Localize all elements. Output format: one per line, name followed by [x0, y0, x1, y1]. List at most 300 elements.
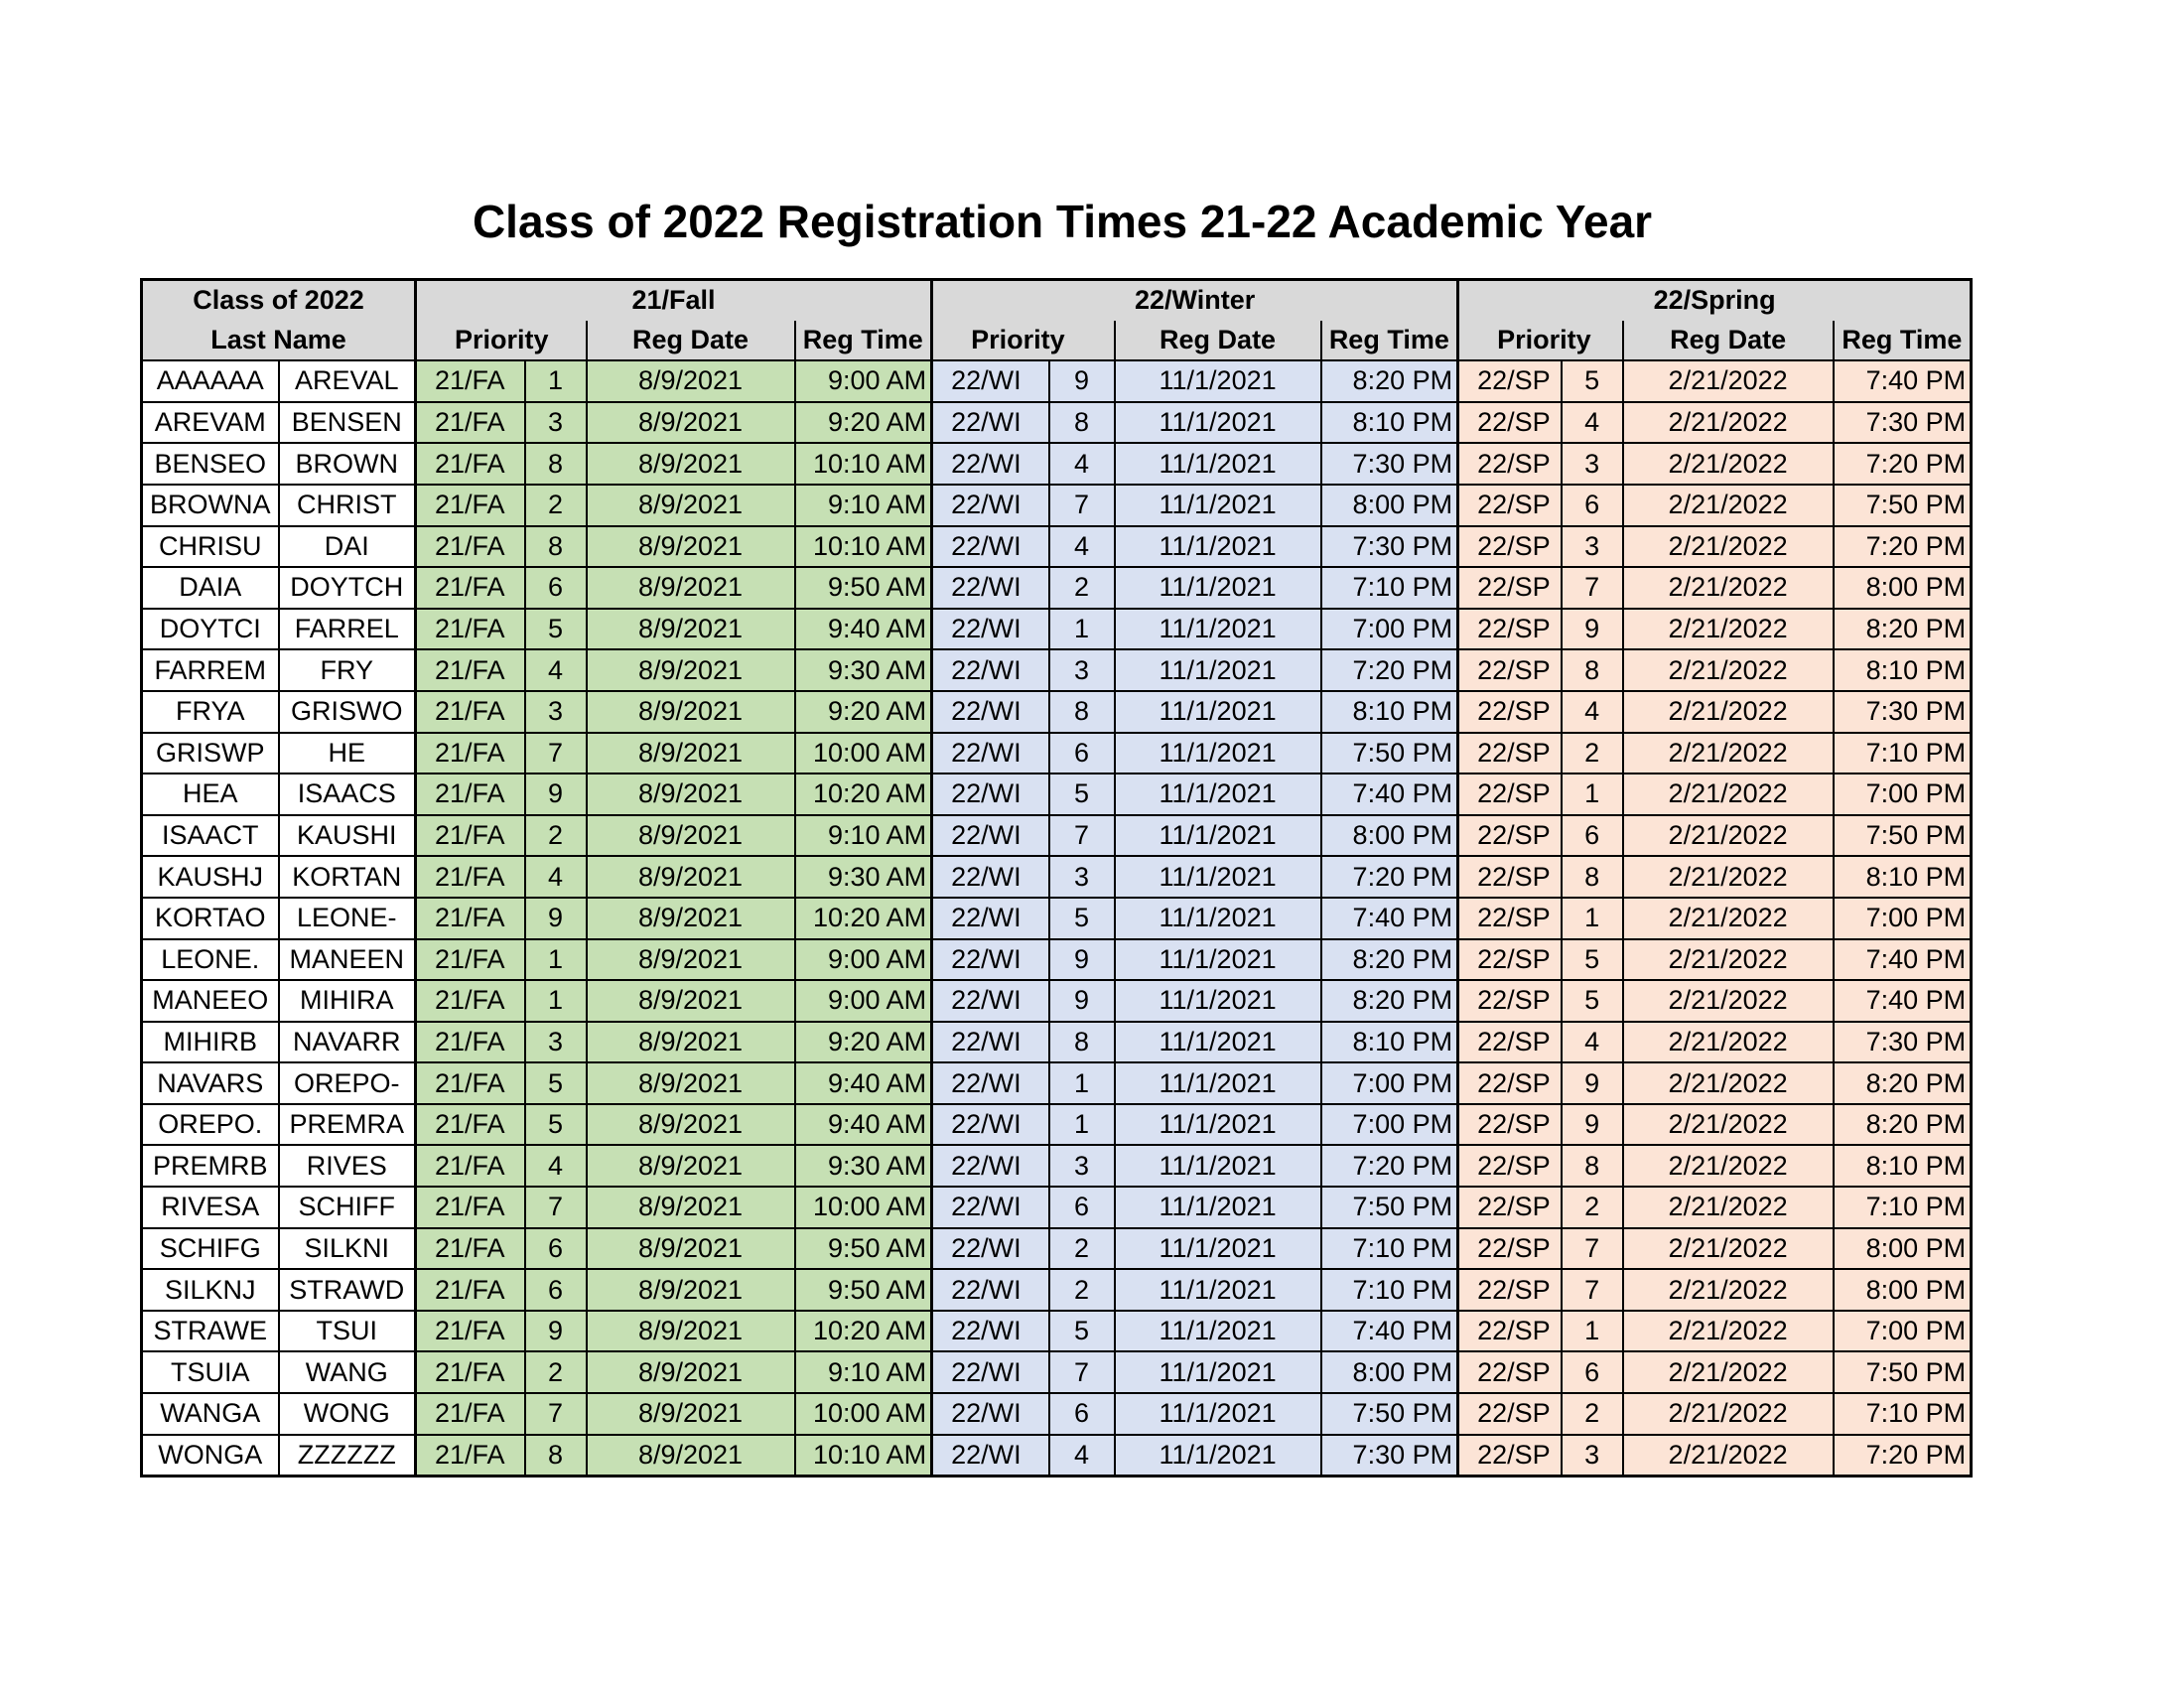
fall-reg-date: 8/9/2021 — [587, 1062, 795, 1104]
winter-reg-date: 11/1/2021 — [1115, 1104, 1321, 1146]
table-row — [142, 939, 1972, 981]
winter-reg-date: 11/1/2021 — [1115, 526, 1321, 568]
spring-reg-time: 8:20 PM — [1834, 1104, 1972, 1146]
fall-reg-date: 8/9/2021 — [587, 485, 795, 526]
spring-term-code: 22/SP — [1458, 856, 1562, 898]
winter-reg-date: 11/1/2021 — [1115, 1435, 1321, 1477]
spring-reg-time: 7:40 PM — [1834, 939, 1972, 981]
fall-term-code: 21/FA — [416, 1022, 525, 1063]
spring-priority: 8 — [1562, 1145, 1623, 1187]
winter-priority: 6 — [1049, 1393, 1115, 1435]
spring-priority: 4 — [1562, 1022, 1623, 1063]
winter-reg-date: 11/1/2021 — [1115, 402, 1321, 444]
fall-reg-time: 10:10 AM — [795, 1435, 932, 1477]
spring-reg-date: 2/21/2022 — [1623, 898, 1834, 939]
fall-term-code: 21/FA — [416, 1228, 525, 1270]
fall-reg-date: 8/9/2021 — [587, 1393, 795, 1435]
winter-term-code: 22/WI — [932, 898, 1049, 939]
name-range-start: MIHIRB — [142, 1022, 279, 1063]
header-row-columns — [142, 321, 1972, 361]
fall-priority: 8 — [525, 526, 587, 568]
spring-priority: 3 — [1562, 1435, 1623, 1477]
fall-priority: 1 — [525, 980, 587, 1022]
winter-term-header: 22/Winter — [932, 280, 1458, 321]
table-row — [142, 898, 1972, 939]
winter-reg-time: 7:20 PM — [1321, 856, 1458, 898]
name-range-end: ZZZZZZ — [279, 1435, 416, 1477]
winter-term-code: 22/WI — [932, 1393, 1049, 1435]
fall-reg-time: 9:00 AM — [795, 980, 932, 1022]
fall-reg-time: 9:50 AM — [795, 1228, 932, 1270]
name-range-start: WONGA — [142, 1435, 279, 1477]
winter-priority: 8 — [1049, 1022, 1115, 1063]
spring-priority: 7 — [1562, 1228, 1623, 1270]
spring-priority: 5 — [1562, 360, 1623, 402]
winter-reg-time: 7:00 PM — [1321, 609, 1458, 650]
winter-term-code: 22/WI — [932, 526, 1049, 568]
winter-term-code: 22/WI — [932, 1435, 1049, 1477]
spring-priority: 9 — [1562, 1104, 1623, 1146]
fall-priority: 9 — [525, 1311, 587, 1352]
fall-term-code: 21/FA — [416, 774, 525, 815]
spring-term-code: 22/SP — [1458, 980, 1562, 1022]
spring-reg-date: 2/21/2022 — [1623, 649, 1834, 691]
fall-term-code: 21/FA — [416, 939, 525, 981]
winter-reg-time: 7:40 PM — [1321, 1311, 1458, 1352]
winter-reg-time: 7:20 PM — [1321, 649, 1458, 691]
name-range-end: ISAACS — [279, 774, 416, 815]
name-range-end: DAI — [279, 526, 416, 568]
fall-reg-time: 10:20 AM — [795, 1311, 932, 1352]
winter-reg-time: 7:40 PM — [1321, 774, 1458, 815]
fall-reg-time: 9:30 AM — [795, 1145, 932, 1187]
winter-reg-time: 8:10 PM — [1321, 402, 1458, 444]
fall-priority-header: Priority — [416, 321, 587, 361]
fall-reg-date: 8/9/2021 — [587, 980, 795, 1022]
table-row — [142, 360, 1972, 402]
fall-priority: 1 — [525, 939, 587, 981]
winter-priority: 9 — [1049, 360, 1115, 402]
spring-term-code: 22/SP — [1458, 526, 1562, 568]
fall-reg-date: 8/9/2021 — [587, 360, 795, 402]
table-row — [142, 774, 1972, 815]
fall-reg-date: 8/9/2021 — [587, 733, 795, 774]
winter-reg-time: 7:10 PM — [1321, 1269, 1458, 1311]
winter-priority: 9 — [1049, 980, 1115, 1022]
fall-term-header: 21/Fall — [416, 280, 932, 321]
winter-term-code: 22/WI — [932, 980, 1049, 1022]
fall-term-code: 21/FA — [416, 1187, 525, 1228]
spring-reg-time: 7:20 PM — [1834, 1435, 1972, 1477]
fall-reg-date: 8/9/2021 — [587, 609, 795, 650]
winter-priority: 3 — [1049, 1145, 1115, 1187]
spring-priority: 7 — [1562, 567, 1623, 609]
fall-reg-date: 8/9/2021 — [587, 1228, 795, 1270]
winter-reg-date: 11/1/2021 — [1115, 485, 1321, 526]
winter-priority: 8 — [1049, 402, 1115, 444]
spring-term-code: 22/SP — [1458, 1269, 1562, 1311]
winter-term-code: 22/WI — [932, 1311, 1049, 1352]
winter-reg-date: 11/1/2021 — [1115, 939, 1321, 981]
fall-priority: 7 — [525, 733, 587, 774]
name-range-end: CHRIST — [279, 485, 416, 526]
name-range-start: SILKNJ — [142, 1269, 279, 1311]
spring-term-code: 22/SP — [1458, 733, 1562, 774]
winter-priority: 1 — [1049, 1104, 1115, 1146]
spring-priority: 9 — [1562, 609, 1623, 650]
winter-term-code: 22/WI — [932, 609, 1049, 650]
name-range-end: WANG — [279, 1351, 416, 1393]
fall-reg-time: 9:10 AM — [795, 485, 932, 526]
winter-term-code: 22/WI — [932, 485, 1049, 526]
name-range-end: MANEEN — [279, 939, 416, 981]
winter-priority: 2 — [1049, 567, 1115, 609]
name-range-start: PREMRB — [142, 1145, 279, 1187]
winter-term-code: 22/WI — [932, 856, 1049, 898]
spring-reg-time: 7:00 PM — [1834, 898, 1972, 939]
name-range-start: BROWNA — [142, 485, 279, 526]
winter-term-code: 22/WI — [932, 1022, 1049, 1063]
name-range-end: KAUSHI — [279, 815, 416, 857]
table-row — [142, 1311, 1972, 1352]
winter-reg-date: 11/1/2021 — [1115, 898, 1321, 939]
spring-term-code: 22/SP — [1458, 815, 1562, 857]
winter-term-code: 22/WI — [932, 1104, 1049, 1146]
fall-reg-date: 8/9/2021 — [587, 567, 795, 609]
table-row — [142, 649, 1972, 691]
spring-term-code: 22/SP — [1458, 1393, 1562, 1435]
spring-term-code: 22/SP — [1458, 898, 1562, 939]
winter-reg-time: 7:30 PM — [1321, 526, 1458, 568]
table-row — [142, 567, 1972, 609]
name-range-start: FARREM — [142, 649, 279, 691]
table-row — [142, 856, 1972, 898]
fall-term-code: 21/FA — [416, 526, 525, 568]
name-range-end: HE — [279, 733, 416, 774]
spring-reg-time: 7:00 PM — [1834, 1311, 1972, 1352]
page-title: Class of 2022 Registration Times 21-22 Academic Year — [472, 196, 1653, 247]
spring-reg-date: 2/21/2022 — [1623, 402, 1834, 444]
name-range-end: MIHIRA — [279, 980, 416, 1022]
name-range-end: FARREL — [279, 609, 416, 650]
fall-reg-date: 8/9/2021 — [587, 443, 795, 485]
spring-reg-date: 2/21/2022 — [1623, 1022, 1834, 1063]
spring-reg-time: 7:20 PM — [1834, 526, 1972, 568]
spring-reg-date: 2/21/2022 — [1623, 815, 1834, 857]
fall-reg-time: 9:10 AM — [795, 1351, 932, 1393]
spring-reg-time: 8:00 PM — [1834, 1228, 1972, 1270]
spring-reg-date: 2/21/2022 — [1623, 1393, 1834, 1435]
spring-priority: 3 — [1562, 526, 1623, 568]
winter-reg-date: 11/1/2021 — [1115, 1022, 1321, 1063]
name-range-end: PREMRA — [279, 1104, 416, 1146]
winter-reg-time: 7:40 PM — [1321, 898, 1458, 939]
winter-priority: 5 — [1049, 1311, 1115, 1352]
winter-priority: 6 — [1049, 1187, 1115, 1228]
winter-reg-time: 7:00 PM — [1321, 1104, 1458, 1146]
winter-term-code: 22/WI — [932, 649, 1049, 691]
fall-reg-time: 10:10 AM — [795, 443, 932, 485]
name-range-start: AAAAAA — [142, 360, 279, 402]
table-row — [142, 526, 1972, 568]
winter-reg-time: 8:10 PM — [1321, 1022, 1458, 1063]
spring-reg-date-header: Reg Date — [1623, 321, 1834, 361]
table-row — [142, 1393, 1972, 1435]
spring-reg-time: 7:10 PM — [1834, 733, 1972, 774]
fall-term-code: 21/FA — [416, 1351, 525, 1393]
spring-reg-time: 8:00 PM — [1834, 567, 1972, 609]
name-range-end: FRY — [279, 649, 416, 691]
fall-priority: 2 — [525, 1351, 587, 1393]
spring-term-code: 22/SP — [1458, 609, 1562, 650]
fall-reg-date: 8/9/2021 — [587, 1104, 795, 1146]
name-range-end: STRAWD — [279, 1269, 416, 1311]
spring-term-code: 22/SP — [1458, 1145, 1562, 1187]
spring-reg-date: 2/21/2022 — [1623, 443, 1834, 485]
fall-reg-time: 9:20 AM — [795, 691, 932, 733]
winter-priority: 5 — [1049, 774, 1115, 815]
winter-term-code: 22/WI — [932, 1228, 1049, 1270]
fall-priority: 7 — [525, 1187, 587, 1228]
fall-reg-time: 9:20 AM — [795, 1022, 932, 1063]
spring-reg-date: 2/21/2022 — [1623, 1269, 1834, 1311]
fall-reg-time: 9:10 AM — [795, 815, 932, 857]
name-range-end: BENSEN — [279, 402, 416, 444]
fall-reg-time: 10:20 AM — [795, 774, 932, 815]
name-range-start: BENSEO — [142, 443, 279, 485]
spring-priority: 2 — [1562, 733, 1623, 774]
fall-priority: 8 — [525, 1435, 587, 1477]
spring-term-code: 22/SP — [1458, 1311, 1562, 1352]
fall-reg-date: 8/9/2021 — [587, 1311, 795, 1352]
winter-reg-time: 7:50 PM — [1321, 1393, 1458, 1435]
fall-term-code: 21/FA — [416, 733, 525, 774]
fall-priority: 9 — [525, 898, 587, 939]
name-range-start: ISAACT — [142, 815, 279, 857]
fall-term-code: 21/FA — [416, 1104, 525, 1146]
winter-priority: 9 — [1049, 939, 1115, 981]
fall-priority: 2 — [525, 485, 587, 526]
spring-priority: 9 — [1562, 1062, 1623, 1104]
fall-reg-time: 10:10 AM — [795, 526, 932, 568]
fall-term-code: 21/FA — [416, 609, 525, 650]
name-range-end: RIVES — [279, 1145, 416, 1187]
spring-reg-time: 7:30 PM — [1834, 402, 1972, 444]
name-range-start: MANEEO — [142, 980, 279, 1022]
name-range-start: CHRISU — [142, 526, 279, 568]
fall-reg-date: 8/9/2021 — [587, 815, 795, 857]
spring-reg-time: 7:40 PM — [1834, 360, 1972, 402]
winter-priority: 1 — [1049, 1062, 1115, 1104]
table-row — [142, 1062, 1972, 1104]
winter-reg-time: 7:30 PM — [1321, 1435, 1458, 1477]
fall-reg-date: 8/9/2021 — [587, 649, 795, 691]
name-range-start: DOYTCI — [142, 609, 279, 650]
winter-term-code: 22/WI — [932, 567, 1049, 609]
spring-term-code: 22/SP — [1458, 691, 1562, 733]
fall-reg-time: 9:30 AM — [795, 856, 932, 898]
fall-reg-time-header: Reg Time — [795, 321, 932, 361]
spring-reg-date: 2/21/2022 — [1623, 691, 1834, 733]
fall-priority: 3 — [525, 402, 587, 444]
winter-priority-header: Priority — [932, 321, 1115, 361]
spring-reg-time: 7:50 PM — [1834, 485, 1972, 526]
fall-reg-date: 8/9/2021 — [587, 1187, 795, 1228]
winter-reg-time: 8:20 PM — [1321, 360, 1458, 402]
winter-priority: 4 — [1049, 443, 1115, 485]
winter-reg-date: 11/1/2021 — [1115, 1351, 1321, 1393]
fall-reg-date: 8/9/2021 — [587, 939, 795, 981]
spring-reg-time: 8:10 PM — [1834, 649, 1972, 691]
fall-reg-date: 8/9/2021 — [587, 1351, 795, 1393]
winter-term-code: 22/WI — [932, 733, 1049, 774]
name-range-start: WANGA — [142, 1393, 279, 1435]
fall-reg-date: 8/9/2021 — [587, 856, 795, 898]
winter-term-code: 22/WI — [932, 443, 1049, 485]
fall-term-code: 21/FA — [416, 1311, 525, 1352]
spring-reg-time: 8:00 PM — [1834, 1269, 1972, 1311]
fall-priority: 7 — [525, 1393, 587, 1435]
name-range-end: SILKNI — [279, 1228, 416, 1270]
winter-reg-date: 11/1/2021 — [1115, 1187, 1321, 1228]
table-row — [142, 485, 1972, 526]
spring-priority: 8 — [1562, 856, 1623, 898]
spring-reg-time: 8:20 PM — [1834, 1062, 1972, 1104]
fall-reg-time: 9:40 AM — [795, 609, 932, 650]
fall-term-code: 21/FA — [416, 1062, 525, 1104]
winter-reg-time: 7:10 PM — [1321, 567, 1458, 609]
spring-priority: 5 — [1562, 980, 1623, 1022]
winter-reg-time: 8:00 PM — [1321, 1351, 1458, 1393]
spring-term-code: 22/SP — [1458, 1022, 1562, 1063]
spring-term-code: 22/SP — [1458, 567, 1562, 609]
fall-reg-date: 8/9/2021 — [587, 526, 795, 568]
spring-reg-date: 2/21/2022 — [1623, 733, 1834, 774]
name-range-start: STRAWE — [142, 1311, 279, 1352]
spring-term-code: 22/SP — [1458, 360, 1562, 402]
fall-priority: 6 — [525, 1228, 587, 1270]
fall-term-code: 21/FA — [416, 815, 525, 857]
table-row — [142, 1351, 1972, 1393]
fall-priority: 4 — [525, 1145, 587, 1187]
winter-term-code: 22/WI — [932, 402, 1049, 444]
spring-priority: 6 — [1562, 485, 1623, 526]
winter-reg-date: 11/1/2021 — [1115, 980, 1321, 1022]
spring-reg-date: 2/21/2022 — [1623, 1351, 1834, 1393]
spring-reg-date: 2/21/2022 — [1623, 567, 1834, 609]
fall-priority: 4 — [525, 649, 587, 691]
spring-reg-date: 2/21/2022 — [1623, 360, 1834, 402]
winter-reg-time: 7:10 PM — [1321, 1228, 1458, 1270]
table-row — [142, 691, 1972, 733]
winter-reg-time: 7:30 PM — [1321, 443, 1458, 485]
winter-reg-date: 11/1/2021 — [1115, 856, 1321, 898]
spring-priority: 7 — [1562, 1269, 1623, 1311]
spring-reg-date: 2/21/2022 — [1623, 1062, 1834, 1104]
spring-term-code: 22/SP — [1458, 939, 1562, 981]
winter-reg-date: 11/1/2021 — [1115, 691, 1321, 733]
fall-priority: 6 — [525, 567, 587, 609]
name-range-end: NAVARR — [279, 1022, 416, 1063]
winter-reg-date: 11/1/2021 — [1115, 1311, 1321, 1352]
fall-reg-time: 9:30 AM — [795, 649, 932, 691]
fall-term-code: 21/FA — [416, 898, 525, 939]
fall-reg-time: 10:20 AM — [795, 898, 932, 939]
spring-priority: 3 — [1562, 443, 1623, 485]
winter-priority: 2 — [1049, 1269, 1115, 1311]
fall-reg-date: 8/9/2021 — [587, 1435, 795, 1477]
table-row — [142, 1187, 1972, 1228]
fall-reg-time: 9:00 AM — [795, 360, 932, 402]
winter-term-code: 22/WI — [932, 1145, 1049, 1187]
winter-term-code: 22/WI — [932, 815, 1049, 857]
winter-reg-time: 7:00 PM — [1321, 1062, 1458, 1104]
winter-priority: 3 — [1049, 856, 1115, 898]
spring-priority: 4 — [1562, 691, 1623, 733]
winter-priority: 5 — [1049, 898, 1115, 939]
fall-reg-time: 10:00 AM — [795, 1187, 932, 1228]
spring-priority: 2 — [1562, 1187, 1623, 1228]
spring-term-code: 22/SP — [1458, 485, 1562, 526]
fall-priority: 4 — [525, 856, 587, 898]
winter-reg-date: 11/1/2021 — [1115, 649, 1321, 691]
spring-reg-time: 7:30 PM — [1834, 1022, 1972, 1063]
fall-term-code: 21/FA — [416, 443, 525, 485]
spring-reg-time: 7:10 PM — [1834, 1393, 1972, 1435]
fall-reg-date: 8/9/2021 — [587, 898, 795, 939]
spring-reg-time: 7:00 PM — [1834, 774, 1972, 815]
winter-term-code: 22/WI — [932, 360, 1049, 402]
winter-priority: 4 — [1049, 526, 1115, 568]
fall-reg-time: 10:00 AM — [795, 733, 932, 774]
name-range-end: OREPO- — [279, 1062, 416, 1104]
table-row — [142, 733, 1972, 774]
table-row — [142, 1228, 1972, 1270]
winter-term-code: 22/WI — [932, 1269, 1049, 1311]
table-body — [142, 360, 1972, 1477]
winter-priority: 7 — [1049, 1351, 1115, 1393]
spring-reg-date: 2/21/2022 — [1623, 1187, 1834, 1228]
winter-reg-time: 8:00 PM — [1321, 485, 1458, 526]
spring-priority: 2 — [1562, 1393, 1623, 1435]
spring-reg-date: 2/21/2022 — [1623, 774, 1834, 815]
fall-reg-time: 9:20 AM — [795, 402, 932, 444]
name-range-end: BROWN — [279, 443, 416, 485]
name-range-start: AREVAM — [142, 402, 279, 444]
spring-reg-time: 7:30 PM — [1834, 691, 1972, 733]
fall-priority: 2 — [525, 815, 587, 857]
winter-priority: 2 — [1049, 1228, 1115, 1270]
last-name-header: Last Name — [142, 321, 416, 361]
winter-reg-time: 8:00 PM — [1321, 815, 1458, 857]
table-row — [142, 1022, 1972, 1063]
table-row — [142, 609, 1972, 650]
spring-priority: 4 — [1562, 402, 1623, 444]
spring-reg-date: 2/21/2022 — [1623, 1104, 1834, 1146]
name-range-start: KORTAO — [142, 898, 279, 939]
registration-table — [140, 278, 1973, 1477]
spring-reg-date: 2/21/2022 — [1623, 526, 1834, 568]
winter-priority: 1 — [1049, 609, 1115, 650]
table-row — [142, 1269, 1972, 1311]
spring-priority: 1 — [1562, 1311, 1623, 1352]
spring-priority: 8 — [1562, 649, 1623, 691]
spring-term-code: 22/SP — [1458, 1351, 1562, 1393]
spring-reg-time: 8:20 PM — [1834, 609, 1972, 650]
spring-term-header: 22/Spring — [1458, 280, 1972, 321]
winter-reg-date: 11/1/2021 — [1115, 1269, 1321, 1311]
fall-reg-date-header: Reg Date — [587, 321, 795, 361]
